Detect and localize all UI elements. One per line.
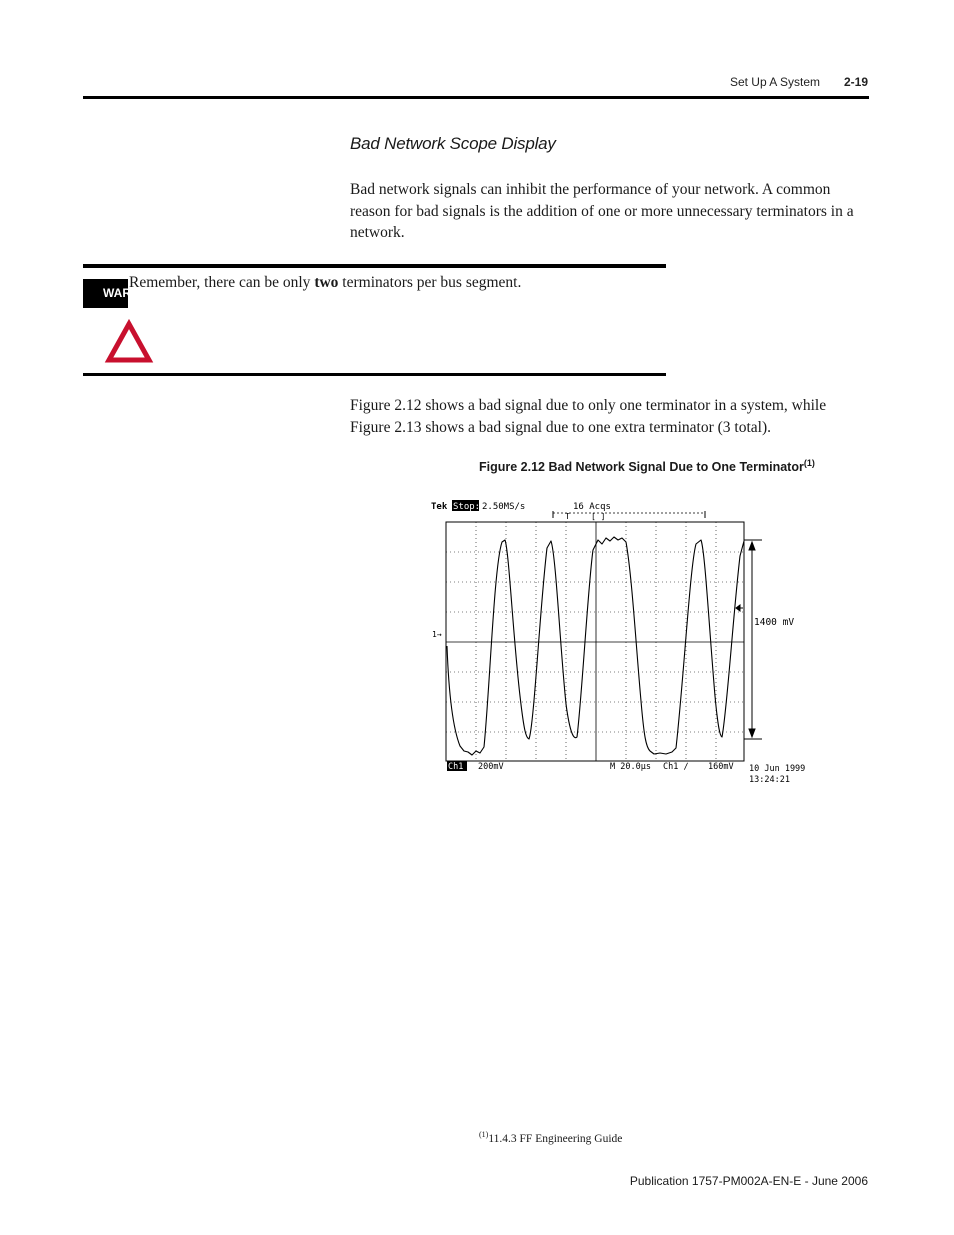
svg-text:[ ]: [ ]: [591, 512, 606, 521]
footnote-marker: (1): [479, 1130, 489, 1139]
scope-trigger-marker: T: [565, 512, 570, 521]
scope-grid: [446, 522, 744, 761]
figure-caption: [479, 458, 815, 474]
scope-channel: Ch1: [448, 762, 464, 772]
scope-graticule-frame: [446, 522, 744, 761]
figure-caption-text: Figure 2.12 Bad Network Signal Due to One Terminator: [479, 460, 804, 475]
warning-badge: WARNING: [83, 279, 128, 308]
footnote-text: 11.4.3 FF Engineering Guide: [488, 1132, 623, 1145]
scope-amplitude-label: 1400 mV: [754, 617, 795, 628]
scope-sample-rate: 2.50MS/s: [482, 502, 526, 512]
publication-footer: Publication 1757-PM002A-EN-E - June 2006: [629, 1174, 868, 1188]
section-title: Bad Network Scope Display: [350, 134, 556, 153]
scope-acquisitions: 16 Acqs: [573, 502, 611, 512]
running-header-section: Set Up A System: [729, 75, 820, 89]
scope-amplitude-bracket: [736, 540, 762, 739]
scope-time: 13:24:21: [749, 775, 790, 785]
scope-date: 10 Jun 1999: [749, 764, 806, 774]
scope-state: Stop:: [453, 502, 481, 512]
warning-text-before: Remember, there can be only: [129, 274, 315, 291]
intro-paragraph: Bad network signals can inhibit the performance of your network. A common reason for bad signals is the addition of one or more unnecessary terminators in a network.: [350, 181, 854, 241]
scope-trigger-channel: Ch1 ∕: [663, 762, 689, 772]
scope-trigger-level: 160mV: [708, 762, 734, 772]
oscilloscope-screenshot: [428, 496, 820, 788]
scope-ground-marker: 1→: [432, 630, 442, 639]
footnote: [479, 1130, 622, 1145]
scope-waveform: [447, 537, 744, 755]
figure-caption-note: (1): [803, 458, 815, 468]
warning-text-after: terminators per bus segment.: [338, 274, 522, 291]
warning-rule-bottom: [83, 373, 666, 376]
header-rule: [83, 96, 869, 99]
figure-paragraph: Figure 2.12 shows a bad signal due to only one terminator in a system, while Figure 2.13 shows a bad signal due to one extra terminator (3 total).: [350, 397, 827, 436]
scope-volts-per-div: 200mV: [478, 762, 504, 772]
page-number: 2-19: [844, 75, 869, 89]
warning-text: [129, 274, 521, 292]
scope-brand: Tek: [431, 502, 448, 512]
warning-text-bold: two: [314, 274, 339, 291]
warning-rule-top: [83, 264, 666, 268]
scope-timebase: M 20.0µs: [610, 762, 651, 772]
warning-triangle-icon: [107, 322, 129, 362]
